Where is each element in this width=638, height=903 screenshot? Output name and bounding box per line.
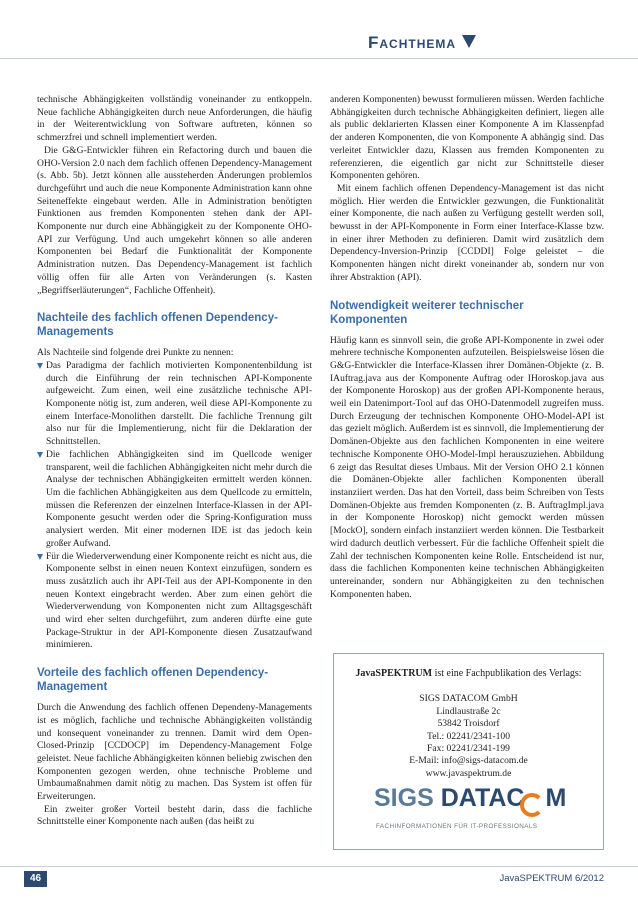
logo-ring-icon [520, 793, 544, 817]
category-title: Fachthema [368, 33, 457, 52]
right-paragraph-1: anderen Komponenten) bewusst formulieren müssen. Werden fachliche Abhängigkeiten durch technische Abhängigkeiten definiert, liegen alle als public deklarierten Klassen einer Komponente A im Klassenpfad der anderen Komponenten, die von Komponente A abhängig sind. Das verleitet Entwickler dazu, Klassen aus fremden Komponenten zu referenzieren, die eigentlich gar nicht zur Schnittstelle dieser Komponenten gehören. [330, 94, 604, 182]
list-item-text: Die fachlichen Abhängigkeiten sind im Quellcode weniger transparent, weil die fachlichen Abhängigkeiten nicht mehr durch die Analyse der technischen Abhängigkeiten ermittelt werden können. Um die fachlichen Abhängigkeiten aus dem Quellcode zu ermitteln, müssen die Referenzen der einzelnen Interface-Klassen in der API-Komponente gesucht werden oder die Spring-Konfiguration muss analysiert werden. Mit einer modernen IDE ist das jedoch kein großer Aufwand. [46, 448, 312, 549]
address-company: SIGS DATACOM GmbH [419, 693, 518, 705]
logo-word-datac: DATAC [440, 784, 525, 812]
heading-notwendigkeit: Notwendigkeit weiterer technischer Komponenten [330, 299, 524, 326]
list-item [37, 360, 312, 449]
publisher-info-box [333, 653, 604, 850]
left-paragraph-1: technische Abhängigkeiten vollständig voneinander zu entkoppeln. Neue fachliche Abhängigkeiten durch neue Anforderungen, die häufig in der Weiterentwicklung von Software auftreten, können so schmerzfrei und schnell implementiert werden. [37, 94, 312, 144]
logo-word-sigs: SIGS [374, 784, 441, 812]
nachteile-intro: Als Nachteile sind folgende drei Punkte zu nennen: [37, 347, 234, 359]
address-street: Lindlaustraße 2c [436, 705, 501, 717]
page-header [0, 0, 638, 58]
publisher-intro-text: ist eine Fachpublikation des Verlags: [432, 668, 582, 679]
right-paragraph-2: Mit einem fachlich offenen Dependency-Management ist das nicht möglich. Hier werden die Entwickler gezwungen, die Funktionalität einer Komponente, die nach außen zu Verfügung gestellt werden soll, bewusst in der API-Komponente in Form einer Interface-Klasse bzw. in einer ihrer Methoden zu definieren. Damit wird zusätzlich dem Dependency-Inversion-Prinzip [CCDDI] Folge geleistet – die Komponenten hängen nicht direkt voneinander ab, sondern nur von ihrer Abstraktion (API). [330, 182, 604, 283]
bullet-triangle-icon [37, 554, 43, 560]
left-paragraph-4: Ein zweiter großer Vorteil besteht darin, dass die fachliche Schnittstelle einer Komponente nach außen (das heißt zu [37, 803, 312, 828]
address-fax: Fax: 02241/2341-199 [427, 743, 510, 755]
right-column [330, 94, 604, 601]
bullet-triangle-icon [37, 363, 43, 369]
logo-word-m: M [545, 784, 567, 812]
header-divider [0, 58, 638, 59]
heading-nachteile: Nachteile des fachlich offenen Dependency-Managements [37, 312, 278, 339]
address-website[interactable]: www.javaspektrum.de [425, 767, 512, 779]
publisher-brand: JavaSPEKTRUM [355, 668, 433, 679]
nachteile-list [37, 360, 312, 652]
page-number: 46 [24, 871, 47, 887]
list-item [37, 449, 312, 551]
list-item-text: Das Paradigma der fachlich motivierten Komponentenbildung ist durch die Einführung der rein technischen API-Komponente aufgeweicht. Zum einen, weil eine zusätzliche technische API-Komponente nötig ist, zum anderen, weil diese API-Komponente zu einem Interface-Monolithen darstellt. Die fachliche Trennung gilt also nur für die Implementierung, nicht für die Deklaration der Schnittstellen. [46, 359, 312, 448]
category-triangle-icon [462, 35, 476, 48]
publisher-address [334, 693, 603, 780]
header-background [0, 0, 638, 58]
footer-divider [0, 866, 638, 867]
bullet-triangle-icon [37, 452, 43, 458]
left-paragraph-3: Durch die Anwendung des fachlich offenen Dependeny-Managements ist es möglich, fachliche und technische Abhängigkeiten vollständig und konsequent voneinander zu trennen. Damit wird dem Open-Closed-Prinzip [CCDOCP] im Dependency-Management Folge geleistet. Neue fachliche Abhängigkeiten können beliebig zwischen den Komponenten gezogen werden, ohne technische Probleme und Umbaumaßnahmen damit nötig zu machen. Das System ist offen für Erweiterungen. [37, 702, 312, 803]
right-paragraph-3: Häufig kann es sinnvoll sein, die große API-Komponente in zwei oder mehrere technische Komponenten aufzuteilen. Beispielsweise lösen die G&G-Entwickler die Interface-Klassen ihrer Domänen-Objekte (z. B. IAuftrag.java aus der Komponente Auftrag oder IHoroskop.java aus der Komponente Horoskop) aus der großen API-Komponente heraus, weil ein Datenimport-Tool auf das OHO-Datenmodell zugreifen muss. Durch Erzeugung der technischen Komponente OHO-Model-API ist das gezielt möglich. Außerdem ist es sinnvoll, die Implementierung der Domänen-Objekte aus den fachlichen Komponenten in eine weitere technische Komponente OHO-Model-Impl herauszuziehen. Abbildung 6 zeigt das Resultat dieses Umbaus. Mit der Version OHO 2.1 können die Domänen-Objekte aller fachlichen Komponenten überall instanziiert werden. Das hat den Vorteil, dass beim Schreiben von Tests Domänen-Objekte aus fremden Komponenten (z. B. AuftragImpl.java in der Komponente Horoskop) nicht gemockt werden müssen [MockO], sondern einfach instanziiert werden können. Die Testbarkeit wird dadurch deutlich verbessert. Für die fachliche Offenheit spielt die Zahl der technischen Komponenten keine Rolle. Entscheidend ist nur, dass die fachlichen Komponenten keine technischen Abhängigkeiten untereinander, sondern nur Abhängigkeiten zu den technischen Komponenten haben. [330, 334, 604, 600]
address-email[interactable]: E-Mail: info@sigs-datacom.de [409, 755, 528, 767]
left-paragraph-2: Die G&G-Entwickler führen ein Refactoring durch und bauen die OHO-Version 2.0 nach dem fachlich offenen Dependency-Management (s. Abb. 5b). Jetzt können alle aussteherden Änderungen problemlos durchgeführt und auch die neue Komponente Administration kann ohne Seiteneffekte eingebaut werden. Alle in Administration benötigten Funktionen aus fremden Komponenten stehen dank der API-Komponente nur durch eine Abhängigkeit zu der Komponente OHO-API zur Verfügung. Und auch umgekehrt können so alle anderen Komponenten bei Bedarf die Funktionalität der Komponente Administration nutzen. Das Dependency-Management ist fachlich völlig offen für alle Arten von Veränderungen (s. Kasten „Begriffserläuterungen“, Fachliche Offenheit). [37, 144, 312, 296]
address-city: 53842 Troisdorf [437, 718, 500, 730]
footer-magazine-name: JavaSPEKTRUM 6/2012 [499, 873, 604, 884]
heading-vorteile: Vorteile des fachlich offenen Dependency-Management [37, 667, 269, 694]
sigs-datacom-logo [374, 784, 567, 836]
publisher-intro [334, 668, 603, 680]
list-item [37, 551, 312, 653]
left-column [37, 94, 312, 829]
address-phone: Tel.: 02241/2341-100 [427, 730, 510, 742]
logo-tagline: FACHINFORMATIONEN FÜR IT-PROFESSIONALS [376, 823, 538, 830]
list-item-text: Für die Wiederverwendung einer Komponente reicht es nicht aus, die Komponente selbst in einen neuen Kontext einzufügen, sondern es muss zusätzlich auch ihr API-Teil aus der API-Komponente in den neuen Kontext eingebracht werden. Aber zum einen gehört die Wiederverwendung von Komponenten nicht zum Alltagsgeschäft und wird eher selten durchgeführt, zum anderen dürfte eine gute Package-Struktur in der API-Komponente diesen Zusatzaufwand minimieren. [46, 550, 312, 651]
